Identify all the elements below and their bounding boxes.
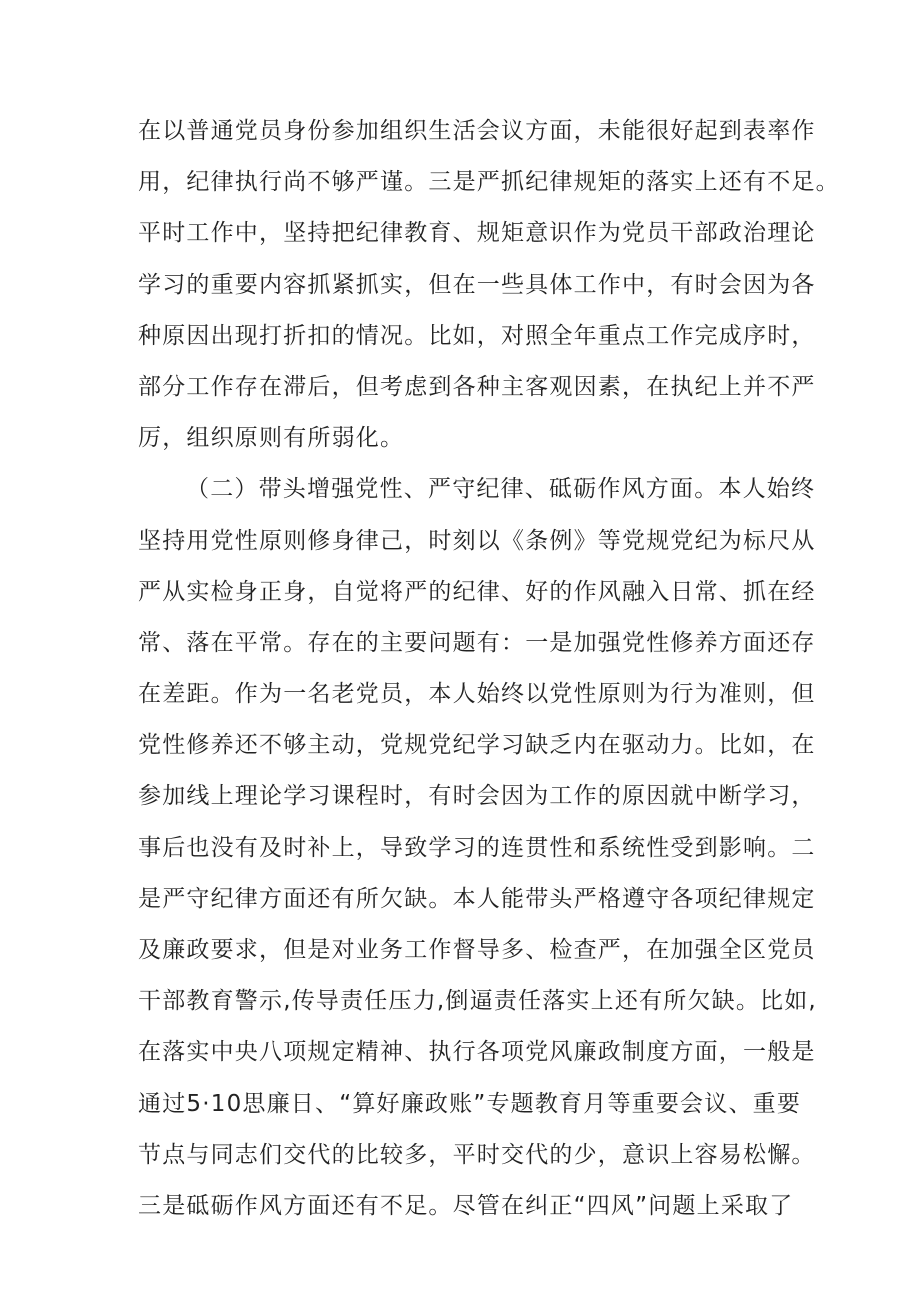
text-line: 干部教育警示,传导责任压力,倒逼责任落实上还有所欠缺。比如, <box>138 988 817 1015</box>
text-line: 在差距。作为一名老党员，本人始终以党性原则为行为准则，但 <box>138 681 816 708</box>
text-line: 通过5·10思廉日、“算好廉政账”专题教育月等重要会议、重要 <box>138 1090 802 1117</box>
text-line: 在以普通党员身份参加组织生活会议方面，未能很好起到表率作 <box>138 118 816 144</box>
text-line: 平时工作中，坚持把纪律教育、规矩意识作为党员干部政治理论 <box>138 220 816 247</box>
text-line: 参加线上理论学习课程时，有时会因为工作的原因就中断学习， <box>138 783 816 810</box>
text-line: 学习的重要内容抓紧抓实，但在一些具体工作中，有时会因为各 <box>138 271 816 298</box>
text-line: 是严守纪律方面还有所欠缺。本人能带头严格遵守各项纪律规定 <box>138 885 816 912</box>
document-body <box>138 106 840 1232</box>
text-line: 坚持用党性原则修身律己，时刻以《条例》等党规党纪为标尺从 <box>138 527 816 554</box>
text-line: 严从实检身正身，自觉将严的纪律、好的作风融入日常、抓在经 <box>138 578 816 605</box>
text-line: 厉，组织原则有所弱化。 <box>138 425 405 452</box>
text-line: 三是砥砺作风方面还有不足。尽管在纠正“四风”问题上采取了 <box>138 1192 794 1219</box>
text-line: 事后也没有及时补上，导致学习的连贯性和系统性受到影响。二 <box>138 834 816 861</box>
text-line: 在落实中央八项规定精神、执行各项党风廉政制度方面，一般是 <box>138 1039 816 1066</box>
text-line: 常、落在平常。存在的主要问题有：一是加强党性修养方面还存 <box>138 629 816 656</box>
text-line: 部分工作存在滞后，但考虑到各种主客观因素，在执纪上并不严 <box>138 373 816 400</box>
text-line: 节点与同志们交代的比较多，平时交代的少，意识上容易松懈。 <box>138 1141 816 1168</box>
text-line: 用，纪律执行尚不够严谨。三是严抓纪律规矩的落实上还有不足。 <box>138 169 840 196</box>
text-line: 党性修养还不够主动，党规党纪学习缺乏内在驱动力。比如，在 <box>138 732 816 759</box>
section-heading-line: （二）带头增强党性、严守纪律、砥砺作风方面。本人始终 <box>186 476 816 503</box>
text-line: 种原因出现打折扣的情况。比如，对照全年重点工作完成序时， <box>138 322 816 349</box>
text-line: 及廉政要求，但是对业务工作督导多、检查严，在加强全区党员 <box>138 937 816 963</box>
